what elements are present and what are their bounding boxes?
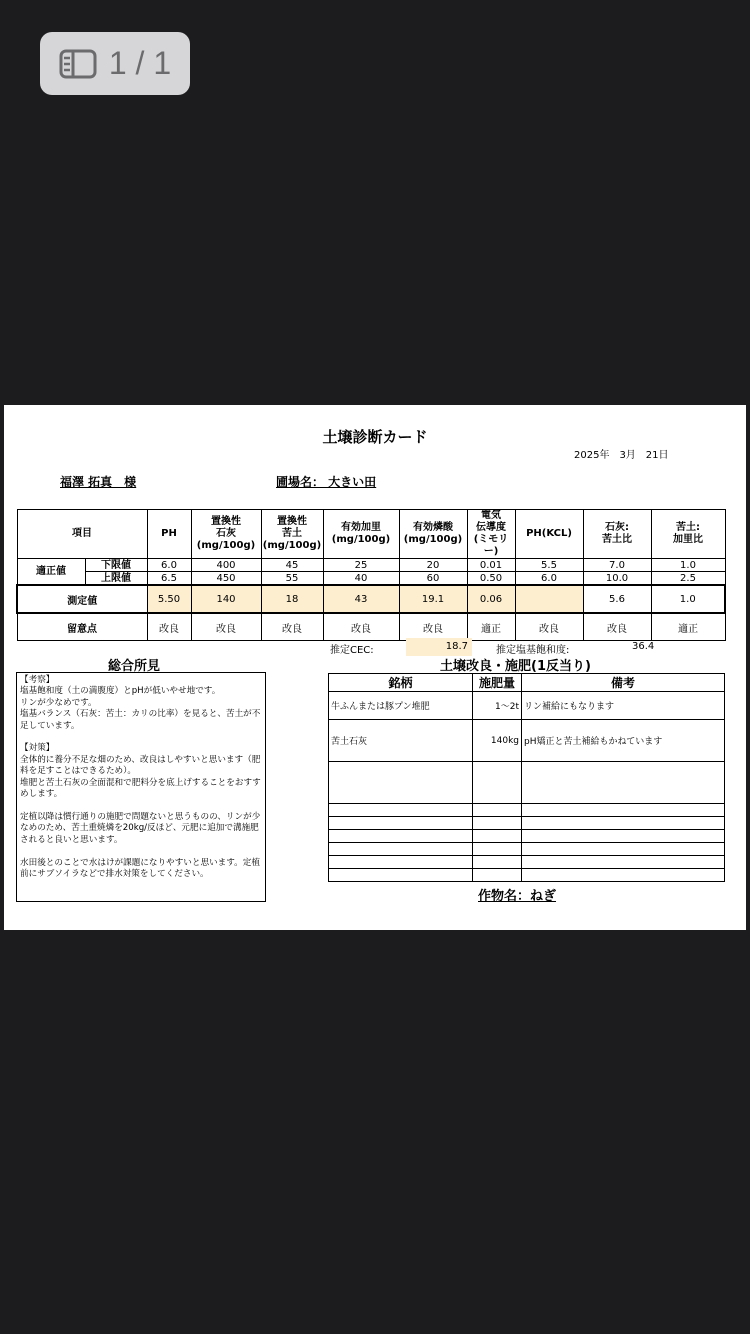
fertilizer-empty-row bbox=[329, 830, 725, 843]
measured-label: 測定値 bbox=[17, 585, 147, 613]
fertilizer-brand: 牛ふんまたは豚プン堆肥 bbox=[329, 692, 473, 720]
header-mg-k-ratio: 苦土: 加里比 bbox=[651, 510, 725, 559]
upper-value: 40 bbox=[323, 572, 399, 586]
base-saturation-value: 36.4 bbox=[632, 641, 655, 652]
notes-row bbox=[17, 613, 725, 641]
measured-value: 0.06 bbox=[467, 585, 515, 613]
note-value: 改良 bbox=[583, 613, 651, 641]
card-date: 2025年 3月 21日 bbox=[574, 450, 669, 461]
pages-icon bbox=[59, 49, 97, 79]
measured-value: 5.50 bbox=[147, 585, 191, 613]
fertilizer-row bbox=[329, 692, 725, 720]
lower-value: 5.5 bbox=[515, 559, 583, 572]
note-value: 改良 bbox=[323, 613, 399, 641]
fertilizer-header-row bbox=[329, 674, 725, 692]
header-calcium: 置換性 石灰 (mg/100g) bbox=[191, 510, 261, 559]
appropriate-label: 適正値 bbox=[17, 559, 85, 586]
note-value: 改良 bbox=[399, 613, 467, 641]
base-saturation-label: 推定塩基飽和度: bbox=[496, 645, 570, 656]
upper-label: 上限値 bbox=[85, 572, 147, 586]
upper-value: 2.5 bbox=[651, 572, 725, 586]
upper-value: 450 bbox=[191, 572, 261, 586]
page-indicator-badge[interactable] bbox=[40, 32, 190, 95]
header-phosphate: 有効燐酸 (mg/100g) bbox=[399, 510, 467, 559]
lower-label: 下限値 bbox=[85, 559, 147, 572]
note-value: 改良 bbox=[515, 613, 583, 641]
fertilizer-header-note: 備考 bbox=[522, 674, 725, 692]
measured-value: 43 bbox=[323, 585, 399, 613]
fertilizer-title: 土壌改良・施肥(1反当り) bbox=[440, 659, 591, 674]
upper-value: 10.0 bbox=[583, 572, 651, 586]
fertilizer-empty-row bbox=[329, 843, 725, 856]
measured-row bbox=[17, 585, 725, 613]
fertilizer-header-brand: 銘柄 bbox=[329, 674, 473, 692]
note-value: 適正 bbox=[651, 613, 725, 641]
note-value: 改良 bbox=[261, 613, 323, 641]
measured-value bbox=[515, 585, 583, 613]
lower-limit-row bbox=[17, 559, 725, 572]
lower-value: 1.0 bbox=[651, 559, 725, 572]
fertilizer-empty-row bbox=[329, 817, 725, 830]
measured-value: 5.6 bbox=[583, 585, 651, 613]
document-page bbox=[4, 405, 746, 930]
header-ca-mg-ratio: 石灰: 苦土比 bbox=[583, 510, 651, 559]
upper-limit-row bbox=[17, 572, 725, 586]
opinion-title: 総合所見 bbox=[108, 659, 161, 674]
measured-value: 19.1 bbox=[399, 585, 467, 613]
fertilizer-empty-row bbox=[329, 762, 725, 804]
client-name: 福澤 拓真 様 bbox=[60, 475, 137, 489]
measured-value: 1.0 bbox=[651, 585, 725, 613]
page-indicator-text: 1 / 1 bbox=[108, 45, 172, 81]
field-name: 圃場名： 大きい田 bbox=[276, 475, 377, 489]
note-value: 改良 bbox=[191, 613, 261, 641]
fertilizer-header-amount: 施肥量 bbox=[473, 674, 522, 692]
opinion-text: 【考察】 塩基飽和度（土の満腹度）とpHが低いやせ地です。 リンが少なめです。 塩基バランス（石灰：苦土：カリの比率）を見ると、苦土が不足しています。 【対策】 全体的に養分不足な畑のため、改良はしやすいと思います（肥料を足すことはできるため）。 堆肥と苦土石灰の全面混和で肥料分を底上げすることをおすすめします。 定植以降は慣行通りの施肥で問題ないと思うものの、リンが少なめのため、苦土重焼燐を20kg/反ほど、元肥に追加で溝施肥されると良いと思います。 水田後とのことで水はけが課題になりやすいと思います。定植前にサブソイラなどで排水対策をしてください。 bbox=[16, 672, 266, 902]
fertilizer-note: リン補給にもなります bbox=[522, 692, 725, 720]
measured-value: 140 bbox=[191, 585, 261, 613]
header-ec: 電気 伝導度 (ミモリー) bbox=[467, 510, 515, 559]
lower-value: 20 bbox=[399, 559, 467, 572]
fertilizer-empty-row bbox=[329, 869, 725, 882]
fertilizer-brand: 苦土石灰 bbox=[329, 720, 473, 762]
lower-value: 400 bbox=[191, 559, 261, 572]
notes-label: 留意点 bbox=[17, 613, 147, 641]
note-value: 改良 bbox=[147, 613, 191, 641]
lower-value: 7.0 bbox=[583, 559, 651, 572]
header-ph-kcl: PH(KCL) bbox=[515, 510, 583, 559]
upper-value: 60 bbox=[399, 572, 467, 586]
upper-value: 0.50 bbox=[467, 572, 515, 586]
card-title: 土壌診断カード bbox=[322, 428, 428, 446]
header-item: 項目 bbox=[17, 510, 147, 559]
fertilizer-empty-row bbox=[329, 856, 725, 869]
cec-value: 18.7 bbox=[406, 638, 472, 656]
lower-value: 45 bbox=[261, 559, 323, 572]
header-potassium: 有効加里 (mg/100g) bbox=[323, 510, 399, 559]
lower-value: 0.01 bbox=[467, 559, 515, 572]
header-magnesium: 置換性 苦土 (mg/100g) bbox=[261, 510, 323, 559]
fertilizer-amount: 1～2t bbox=[473, 692, 522, 720]
table-header-row bbox=[17, 510, 725, 559]
fertilizer-empty-row bbox=[329, 804, 725, 817]
lower-value: 25 bbox=[323, 559, 399, 572]
crop-name: 作物名：ねぎ bbox=[478, 889, 557, 904]
fertilizer-note: pH矯正と苦土補給もかねています bbox=[522, 720, 725, 762]
note-value: 適正 bbox=[467, 613, 515, 641]
upper-value: 6.0 bbox=[515, 572, 583, 586]
lower-value: 6.0 bbox=[147, 559, 191, 572]
measured-value: 18 bbox=[261, 585, 323, 613]
fertilizer-row bbox=[329, 720, 725, 762]
upper-value: 55 bbox=[261, 572, 323, 586]
cec-label: 推定CEC: bbox=[330, 645, 374, 656]
upper-value: 6.5 bbox=[147, 572, 191, 586]
fertilizer-amount: 140kg bbox=[473, 720, 522, 762]
soil-analysis-table bbox=[16, 509, 726, 641]
fertilizer-table bbox=[328, 673, 725, 882]
header-ph: PH bbox=[147, 510, 191, 559]
